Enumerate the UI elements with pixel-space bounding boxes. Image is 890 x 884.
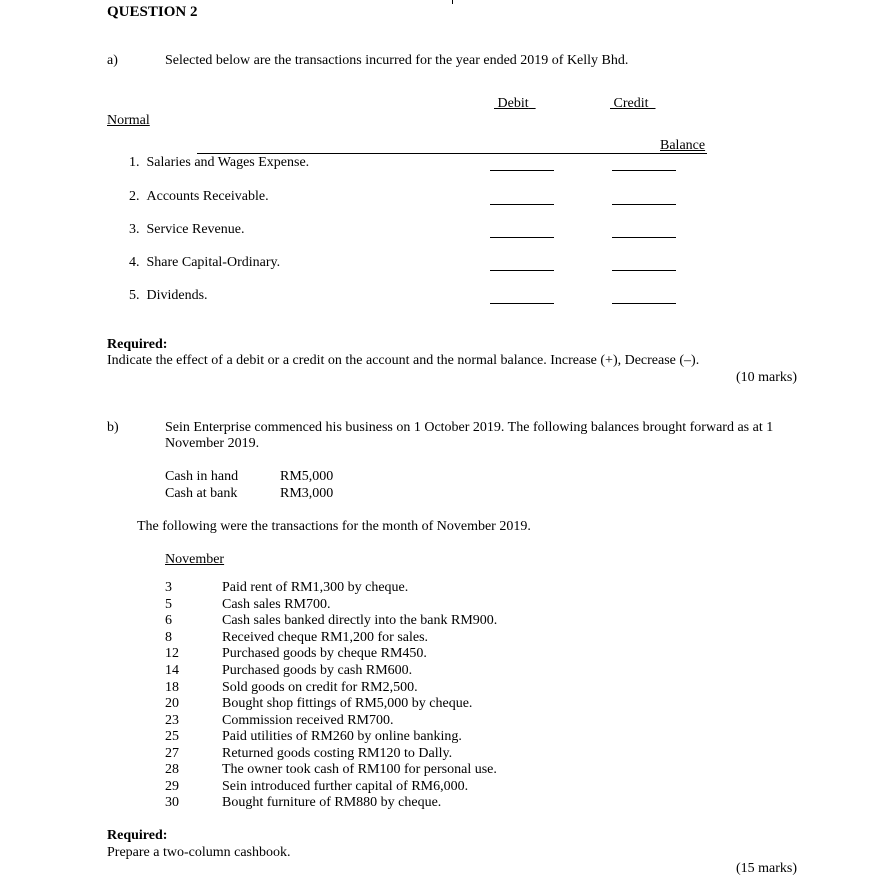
transaction-text: Bought furniture of RM880 by cheque. <box>222 795 442 810</box>
credit-blank[interactable] <box>612 204 676 205</box>
list-item: 3. Service Revenue. <box>129 222 245 237</box>
top-mark <box>452 0 453 4</box>
transaction-day: 8 <box>165 630 172 645</box>
transaction-text: Returned goods costing RM120 to Dally. <box>222 746 453 761</box>
transaction-text: Purchased goods by cash RM600. <box>222 663 413 678</box>
balance-value: RM5,000 <box>280 469 334 484</box>
question-title: QUESTION 2 <box>107 4 198 20</box>
transaction-text: The owner took cash of RM100 for personal use. <box>222 762 497 777</box>
part-a-required-text: Indicate the effect of a debit or a credit on the account and the normal balance. Increase (+), Decrease (–). <box>107 353 700 368</box>
transaction-text: Cash sales banked directly into the bank RM900. <box>222 613 498 628</box>
debit-blank[interactable] <box>490 270 554 271</box>
transaction-day: 27 <box>165 746 179 761</box>
part-b-required-text: Prepare a two-column cashbook. <box>107 845 291 860</box>
list-item: 4. Share Capital-Ordinary. <box>129 255 281 270</box>
transaction-day: 14 <box>165 663 179 678</box>
debit-blank[interactable] <box>490 170 554 171</box>
transaction-text: Bought shop fittings of RM5,000 by cheque. <box>222 696 473 711</box>
credit-blank[interactable] <box>612 237 676 238</box>
part-a-marks: (10 marks) <box>735 370 797 385</box>
transaction-text: Purchased goods by cheque RM450. <box>222 646 427 661</box>
list-item: 5. Dividends. <box>129 288 208 303</box>
part-b-intro-line1: Sein Enterprise commenced his business on 1 October 2019. The following balances brought forward as at 1 <box>165 420 774 435</box>
balance-label: Cash at bank <box>165 486 238 501</box>
month-header: November <box>165 552 225 567</box>
transaction-day: 18 <box>165 680 179 695</box>
part-b-marks: (15 marks) <box>735 861 797 876</box>
transaction-text: Sold goods on credit for RM2,500. <box>222 680 418 695</box>
transaction-day: 25 <box>165 729 179 744</box>
transaction-day: 23 <box>165 713 179 728</box>
normal-header: Normal <box>107 113 150 128</box>
part-b-label: b) <box>107 420 119 435</box>
transaction-text: Paid utilities of RM260 by online banking. <box>222 729 462 744</box>
transaction-text: Paid rent of RM1,300 by cheque. <box>222 580 409 595</box>
transaction-day: 20 <box>165 696 179 711</box>
debit-blank[interactable] <box>490 237 554 238</box>
part-a-required-label: Required: <box>107 337 168 352</box>
header-rule <box>197 153 707 154</box>
transactions-intro: The following were the transactions for the month of November 2019. <box>137 519 531 534</box>
debit-header: Debit <box>497 96 529 111</box>
balance-header: Balance <box>660 138 706 153</box>
transaction-text: Received cheque RM1,200 for sales. <box>222 630 429 645</box>
credit-header: Credit <box>613 96 649 111</box>
list-item: 2. Accounts Receivable. <box>129 189 269 204</box>
balance-value: RM3,000 <box>280 486 334 501</box>
debit-blank[interactable] <box>490 204 554 205</box>
credit-blank[interactable] <box>612 170 676 171</box>
credit-blank[interactable] <box>612 303 676 304</box>
transaction-day: 5 <box>165 597 172 612</box>
transaction-text: Cash sales RM700. <box>222 597 331 612</box>
part-a-intro: Selected below are the transactions incurred for the year ended 2019 of Kelly Bhd. <box>165 53 629 68</box>
debit-blank[interactable] <box>490 303 554 304</box>
transaction-text: Commission received RM700. <box>222 713 394 728</box>
transaction-day: 6 <box>165 613 172 628</box>
part-b-required-label: Required: <box>107 828 168 843</box>
transaction-day: 3 <box>165 580 172 595</box>
transaction-day: 28 <box>165 762 179 777</box>
balance-label: Cash in hand <box>165 469 239 484</box>
credit-blank[interactable] <box>612 270 676 271</box>
list-item: 1. Salaries and Wages Expense. <box>129 155 310 170</box>
transaction-text: Sein introduced further capital of RM6,000. <box>222 779 469 794</box>
part-b-intro-line2: November 2019. <box>165 436 260 451</box>
transaction-day: 29 <box>165 779 179 794</box>
transaction-day: 12 <box>165 646 179 661</box>
part-a-label: a) <box>107 53 118 68</box>
transaction-day: 30 <box>165 795 179 810</box>
